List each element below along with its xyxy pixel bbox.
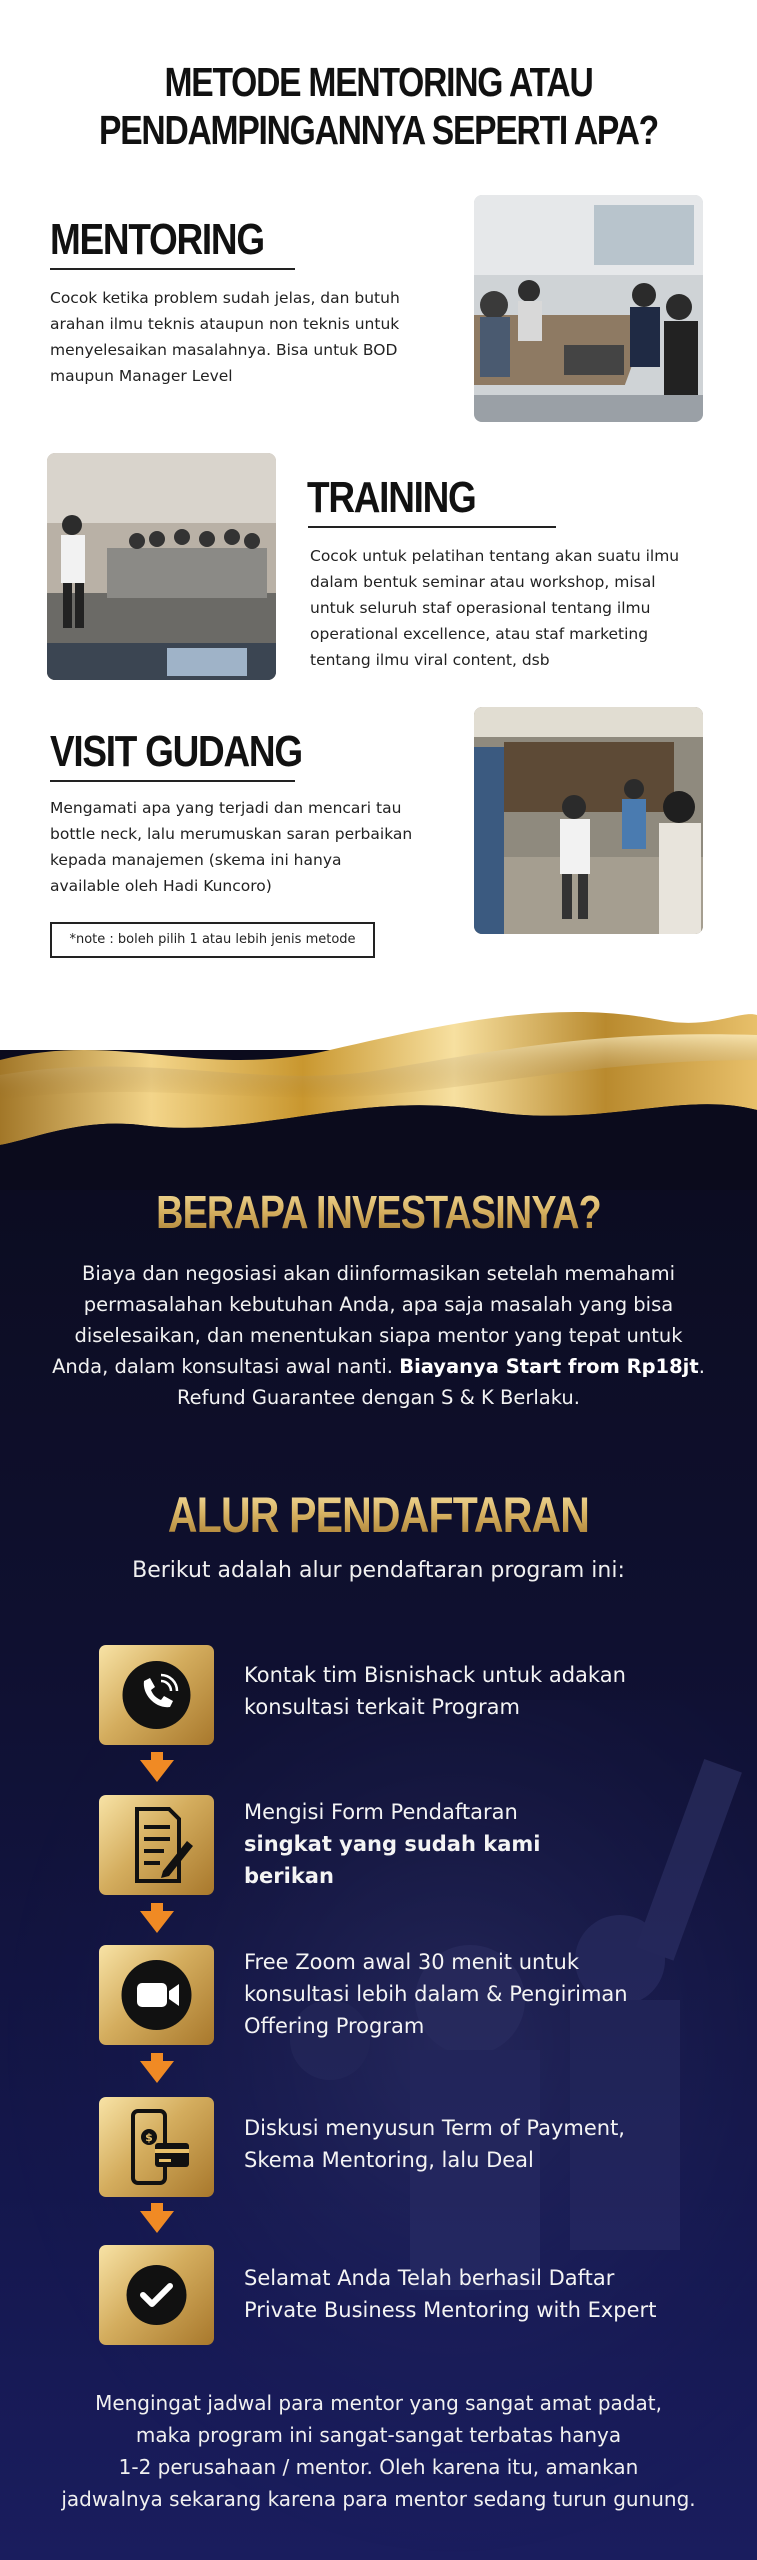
step-3-icon-box: [99, 1945, 214, 2045]
step-5-text: Selamat Anda Telah berhasil Daftar Private Business Mentoring with Expert: [244, 2266, 657, 2322]
registration-flow-title: ALUR PENDAFTARAN: [68, 1488, 689, 1542]
step-arrow-1-icon: [140, 1752, 174, 1782]
mobile-payment-icon: [99, 2097, 214, 2197]
form-document-icon: [99, 1795, 214, 1895]
mentoring-title: MENTORING: [50, 215, 264, 264]
svg-text:$: $: [145, 2131, 153, 2144]
mentoring-title-underline: [50, 268, 295, 270]
step-arrow-2-icon: [140, 1903, 174, 1933]
investment-description: Biaya dan negosiasi akan diinformasikan setelah memahami permasalahan kebutuhan Anda, apa saja masalah yang bisa diselesaikan, dan menentukan siapa mentor yang tepat untuk Anda, dalam konsultasi awal nanti. Biayanya Start from Rp18jt. Refund Guarantee dengan S & K Berlaku.: [52, 1262, 705, 1409]
visit-gudang-description: Mengamati apa yang terjadi dan mencari tau bottle neck, lalu merumuskan saran perbaikan kepada manajemen (skema ini hanya available oleh Hadi Kuncoro): [50, 799, 413, 895]
step-3-text: Free Zoom awal 30 menit untuk konsultasi lebih dalam & Pengiriman Offering Program: [244, 1950, 628, 2038]
step-2-icon-box: [99, 1795, 214, 1895]
checkmark-icon: [99, 2245, 214, 2345]
training-title: TRAINING: [307, 473, 476, 522]
step-4-text: Diskusi menyusun Term of Payment, Skema Mentoring, lalu Deal: [244, 2116, 625, 2172]
video-camera-icon: [99, 1945, 214, 2045]
page-title-line-1: METODE MENTORING ATAU: [164, 59, 593, 105]
mentoring-description: Cocok ketika problem sudah jelas, dan butuh arahan ilmu teknis ataupun non teknis untuk menyelesaikan masalahnya. Bisa untuk BOD maupun Manager Level: [50, 289, 400, 385]
visit-gudang-title: VISIT GUDANG: [50, 727, 302, 776]
visit-gudang-title-underline: [50, 780, 295, 782]
gold-silk-wave: [0, 990, 757, 1190]
method-note: *note : boleh pilih 1 atau lebih jenis metode: [50, 922, 375, 958]
step-1-text: Kontak tim Bisnishack untuk adakan konsultasi terkait Program: [244, 1663, 626, 1719]
step-1-icon-box: [99, 1645, 214, 1745]
step-4-icon-box: [99, 2097, 214, 2197]
closing-message: Mengingat jadwal para mentor yang sangat amat padat, maka program ini sangat-sangat terbatas hanya 1-2 perusahaan / mentor. Oleh karena itu, amankan jadwalnya sekarang karena para mentor sedang turun gunung.: [61, 2391, 696, 2511]
page-title: [68, 58, 689, 154]
step-5-icon-box: [99, 2245, 214, 2345]
training-title-underline: [308, 526, 556, 528]
step-arrow-3-icon: [140, 2053, 174, 2083]
price-highlight: Biayanya Start from Rp18jt: [399, 1355, 699, 1378]
warehouse-visit-photo: [474, 707, 703, 934]
phone-icon: [99, 1645, 214, 1745]
investment-title: BERAPA INVESTASINYA?: [68, 1185, 689, 1239]
training-seminar-photo: [47, 453, 276, 680]
registration-flow-subtitle: Berikut adalah alur pendaftaran program ini:: [132, 1558, 625, 1583]
training-description: Cocok untuk pelatihan tentang akan suatu ilmu dalam bentuk seminar atau workshop, misal untuk seluruh staf operasional tentang ilmu operational excellence, atau staf marketing tentang ilmu viral content, dsb: [310, 547, 680, 669]
page-title-line-2: PENDAMPINGANNYA SEPERTI APA?: [99, 107, 658, 153]
step-2-text: Mengisi Form Pendaftaran singkat yang sudah kami berikan: [244, 1800, 541, 1888]
mentoring-meeting-photo: [474, 195, 703, 422]
step-arrow-4-icon: [140, 2203, 174, 2233]
